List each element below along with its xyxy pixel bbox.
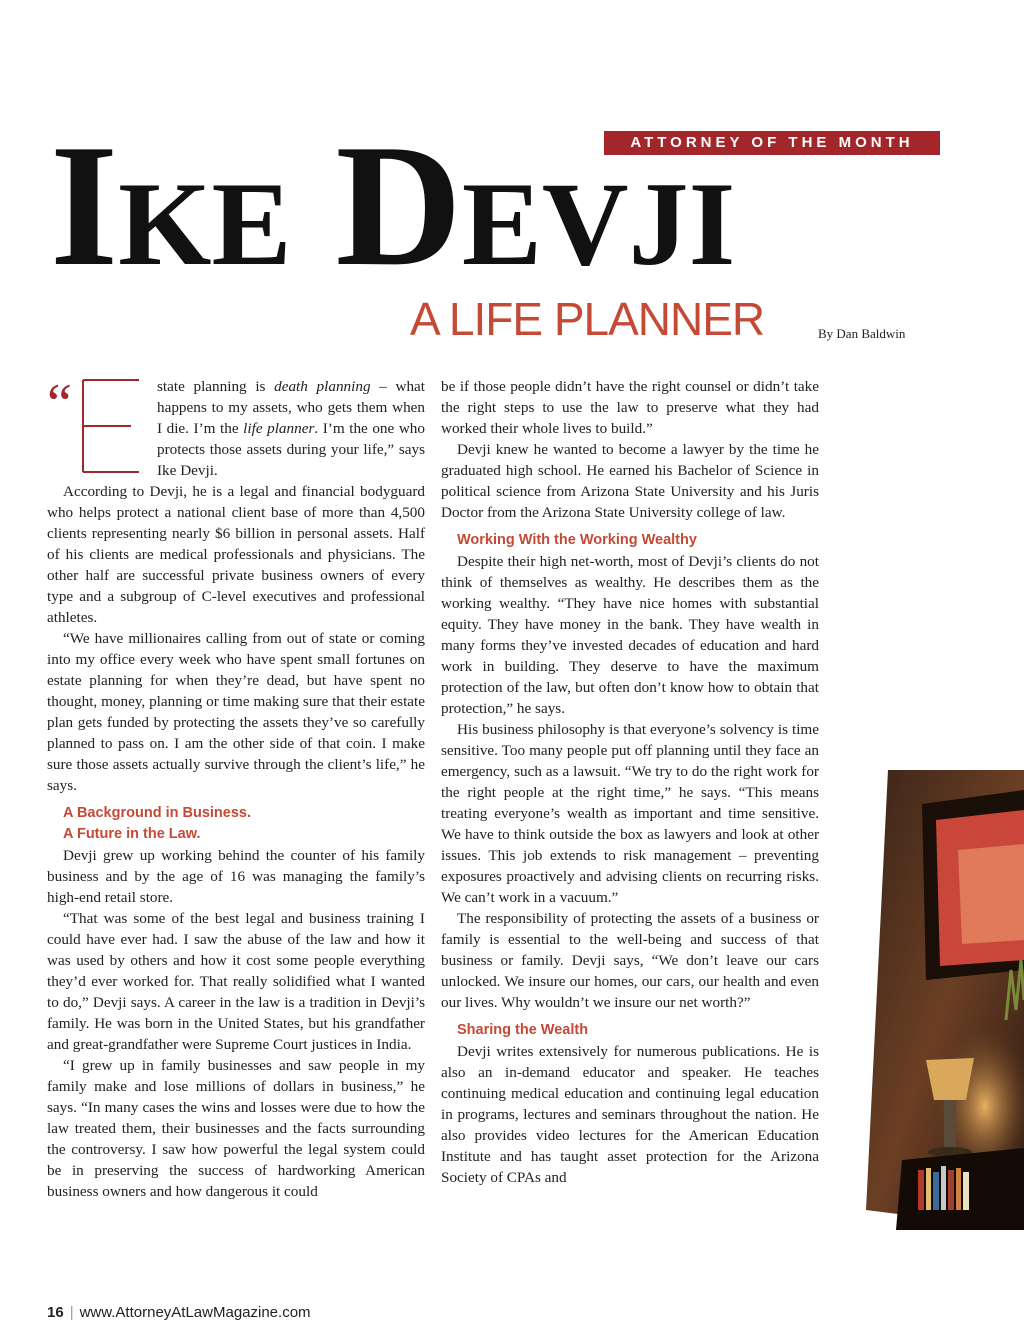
paragraph: Devji writes extensively for numerous publications. He is also an in-demand educator and speaker. He teaches continuing medical education and continuing legal education in programs, lectures and seminars throughout the nation. He also provides video lectures for the American Education Institute and has taught asset protection for the Arizona Society of CPAs and xyxy=(441,1043,819,1186)
article-column-1 xyxy=(47,373,425,1202)
article-column-2 xyxy=(441,376,819,1188)
paragraph: The responsibility of protecting the assets of a business or family is essential to the well-being and success of that business or family. Devji says, “We don’t leave our cars unlocked. We insure our homes, our cars, our health and even our lives. Why wouldn’t we insure our net worth?” xyxy=(441,910,819,1011)
office-photo xyxy=(866,770,1024,1230)
paragraph: Despite their high net-worth, most of Devji’s clients do not think of themselves as wealthy. He describes them as the working wealthy. “They have nice homes with substantial equity. They have money in the bank. They have wealth in many forms they’ve invested decades of education and hard work in building. They deserve to have the maximum protection of the law, but often don’t know how to obtain that protection,” he says. xyxy=(441,553,819,717)
title-last-initial: D xyxy=(335,108,462,302)
paragraph: Devji knew he wanted to become a lawyer by the time he graduated high school. He earned his Bachelor of Science in political science from Arizona State University and his Juris Doctor from the Arizona State University college of law. xyxy=(441,441,819,521)
page-footer xyxy=(47,1304,311,1321)
footer-divider: | xyxy=(69,1304,74,1321)
drop-quote-mark: “ xyxy=(47,373,72,435)
byline: By Dan Baldwin xyxy=(818,326,906,341)
page-title xyxy=(50,108,736,302)
paragraph: be if those people didn’t have the right counsel or didn’t take the right steps to use the law to preserve what they had worked their whole lives to build.” xyxy=(441,378,819,437)
paragraph-intro: state planning is death planning – what happens to my assets, who gets them when I die. I’m the life planner. I’m the one who protects those assets during your life,” says Ike Devji. xyxy=(157,378,425,479)
paragraph: Devji grew up working behind the counter of his family business and by the age of 16 was managing the family’s high-end retail store. xyxy=(47,847,425,906)
drop-cap-block xyxy=(47,373,425,481)
title-last-rest: EVJI xyxy=(461,157,736,290)
footer-website: www.AttorneyAtLawMagazine.com xyxy=(79,1304,311,1321)
section-heading: Sharing the Wealth xyxy=(457,1022,589,1038)
subtitle: A LIFE PLANNER xyxy=(410,293,765,345)
page-number: 16 xyxy=(47,1304,64,1321)
section-heading: Working With the Working Wealthy xyxy=(457,532,697,548)
paragraph: “That was some of the best legal and business training I could have ever had. I saw the abuse of the law and how it was used by others and how it cost some people everything they’d ever worked for. That really solidified what I wanted to do,” Devji says. A career in the law is a tradition in Devji’s family. He was born in the United States, but his grandfather and great-grandfather were Supreme Court justices in India. xyxy=(47,910,425,1053)
title-first-rest: KE xyxy=(118,157,292,290)
section-banner: ATTORNEY OF THE MONTH xyxy=(604,131,940,155)
paragraph: “We have millionaires calling from out of state or coming into my office every week who have spent small fortunes on estate planning for when they’re dead, but have spent no thought, money, planning or time making sure that their estate plan gets funded by protecting the assets they’ve so carefully planned to pass on. I am the other side of that coin. I make sure those assets actually survive through the client’s life,” he says. xyxy=(47,630,425,794)
paragraph: According to Devji, he is a legal and financial bodyguard who helps protect a national client base of more than 4,500 clients representing nearly $6 billion in personal assets. Half of his clients are medical professionals and physicians. The other half are successful private business owners of every type and a subgroup of C-level executives and professional athletes. xyxy=(47,483,425,626)
section-heading: A Background in Business. xyxy=(63,805,251,821)
drop-cap-letter-icon xyxy=(81,378,141,474)
title-first-initial: I xyxy=(50,108,119,302)
paragraph: His business philosophy is that everyone’s solvency is time sensitive. Too many people put off planning until they face an emergency, such as a lawsuit. “We try to do the right work for the right people at the right time,” he says. “This means treating everyone’s wealth as important and time sensitive. We have to think outside the box as lawyers and look at other issues. This job extends to risk management – preventing exposures proactively and advising clients on recurring risks. We can’t work in a vacuum.” xyxy=(441,721,819,906)
section-heading: A Future in the Law. xyxy=(63,826,201,842)
paragraph: “I grew up in family businesses and saw people in my family make and lose millions of dollars in business,” he says. “In many cases the wins and losses were due to how the law treated them, their businesses and the facts surrounding the controversy. I saw how powerful the legal system could be in preserving the success of hardworking American business owners and how dangerous it could xyxy=(47,1057,425,1200)
